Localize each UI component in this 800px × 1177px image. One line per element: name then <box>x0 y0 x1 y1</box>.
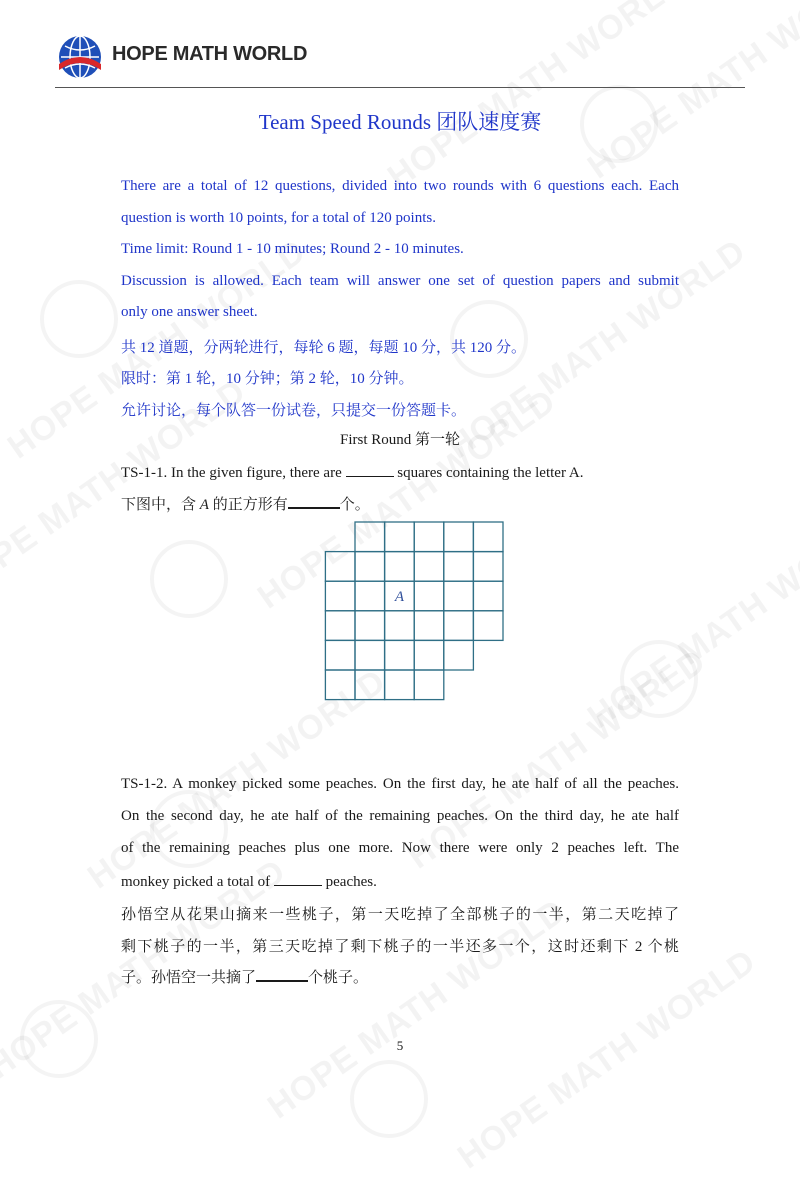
question-ts-1-2-zh <box>121 966 368 987</box>
answer-blank <box>274 871 322 886</box>
intro-line: question is worth 10 points, for a total of 120 points. <box>121 210 436 226</box>
question-ts-1-2-zh: 剩下桃子的一半，第三天吃掉了剩下桃子的一半还多一个，这时还剩下 2 个桃 <box>121 939 679 955</box>
intro-line-zh: 共 12 道题，分两轮进行，每轮 6 题，每题 10 分，共 120 分。 <box>121 340 527 356</box>
round-heading: First Round 第一轮 <box>339 432 460 448</box>
globe-watermark-icon <box>350 1060 428 1138</box>
q1-zh-post: 个。 <box>339 497 370 513</box>
answer-blank <box>256 966 308 982</box>
intro-line-zh: 允许讨论，每个队答一份试卷，只提交一份答题卡。 <box>121 403 467 419</box>
question-ts-1-1-zh <box>121 493 370 514</box>
q2-zh-post: 个桃子。 <box>308 970 369 986</box>
page-number: 5 <box>396 1038 404 1053</box>
q2-text-post: peaches. <box>321 874 377 890</box>
globe-watermark-icon <box>620 640 698 718</box>
grid-letter-label: A <box>394 589 404 605</box>
answer-blank <box>288 493 340 509</box>
question-ts-1-2-en: TS-1-2. A monkey picked some peaches. On the first day, he ate half of all the peaches. <box>121 776 679 792</box>
question-ts-1-1-en <box>121 462 583 482</box>
page-title: Team Speed Rounds 团队速度赛 <box>258 110 542 134</box>
question-ts-1-2-en <box>121 871 377 891</box>
q1-text-post: squares containing the letter A. <box>393 465 584 481</box>
intro-line-zh: 限时：第 1 轮，10 分钟；第 2 轮，10 分钟。 <box>121 371 414 387</box>
intro-line: Discussion is allowed. Each team will answer one set of question papers and submit <box>121 273 679 289</box>
intro-line: only one answer sheet. <box>121 304 258 320</box>
intro-line: Time limit: Round 1 - 10 minutes; Round 2 - 10 minutes. <box>121 241 464 257</box>
header-divider <box>55 87 745 88</box>
answer-blank <box>346 462 394 477</box>
q1-text-pre: TS-1-1. In the given figure, there are <box>121 465 346 481</box>
globe-watermark-icon <box>40 280 118 358</box>
question-ts-1-2-en: of the remaining peaches plus one more. Now there were only 2 peaches left. The <box>121 840 679 856</box>
q1-zh-mid: 的正方形有 <box>208 497 288 513</box>
q2-zh-pre: 子。孙悟空一共摘了 <box>121 970 257 986</box>
q1-zh-variable: A <box>199 497 209 513</box>
brand-name: HOPE MATH WORLD <box>112 43 308 65</box>
question-ts-1-2-en: On the second day, he ate half of the remaining peaches. On the third day, he ate half <box>121 808 679 824</box>
intro-line: There are a total of 12 questions, divided into two rounds with 6 questions each. Each <box>121 178 679 194</box>
globe-watermark-icon <box>150 540 228 618</box>
q2-text-pre: monkey picked a total of <box>121 874 274 890</box>
question-ts-1-2-zh: 孙悟空从花果山摘来一些桃子，第一天吃掉了全部桃子的一半，第二天吃掉了 <box>121 907 679 923</box>
watermark <box>451 942 764 1177</box>
hope-math-globe-logo-icon <box>57 34 103 80</box>
q1-zh-pre: 下图中，含 <box>121 497 200 513</box>
